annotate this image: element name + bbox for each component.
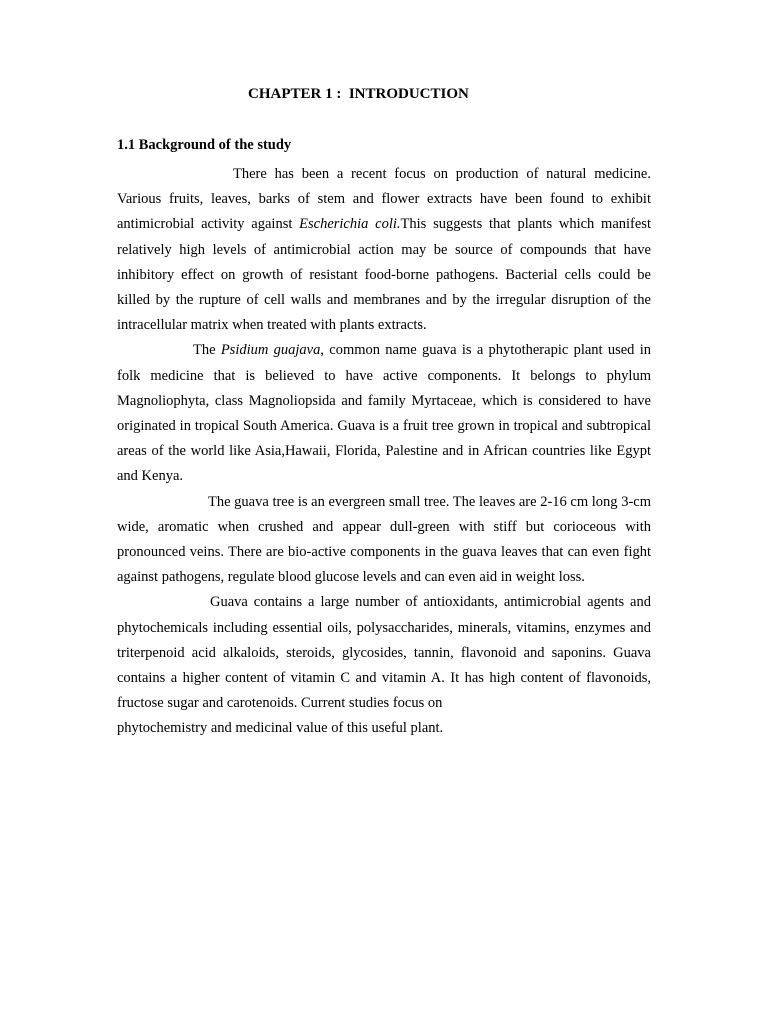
- paragraph-4: Guava contains a large number of antioxidants, antimicrobial agents and phytochemicals including essential oils, polysaccharides, minerals, vitamins, enzymes and triterpenoid acid alkaloids, steroids, glycosides, tannin, flavonoid and saponins. Guava contains a higher content of vitamin C and vitamin A. It has high content of flavonoids, fructose sugar and carotenoids. Current studies focus on: [117, 594, 651, 712]
- paragraph-2: [117, 338, 651, 489]
- paragraph-2-species-name: Psidium guajava: [220, 342, 321, 359]
- paragraph-1-text-a: There has been a recent focus on production of natural medicine. Various fruits, leaves, barks of stem and flower extracts have been found to exhibit antimicrobial activity against: [117, 166, 651, 233]
- paragraph-3: The guava tree is an evergreen small tree. The leaves are 2-16 cm long 3-cm wide, aromatic when crushed and appear dull-green with stiff but corioceous with pronounced veins. There are bio-active components in the guava leaves that can even fight against pathogens, regulate blood glucose levels and can even aid in weight loss.: [117, 493, 651, 586]
- paragraph-1: [117, 162, 651, 338]
- paragraph-2-text-b: , common name guava is a phytotherapic plant used in folk medicine that is believed to have active components. It belongs to phylum Magnoliophyta, class Magnoliopsida and family Myrtaceae, which is considered to have originated in tropical South America. Guava is a fruit tree grown in tropical and subtropical areas of the world like Asia,Hawaii, Florida, Palestine and in African countries like Egypt and Kenya.: [117, 342, 651, 485]
- paragraph-1-species-name: Escherichia coli.: [299, 216, 401, 233]
- paragraph-2-text-a: The: [193, 342, 221, 359]
- chapter-title: CHAPTER 1 : INTRODUCTION: [248, 86, 469, 102]
- section-heading: 1.1 Background of the study: [117, 137, 292, 153]
- paragraph-5: phytochemistry and medicinal value of this useful plant.: [117, 720, 444, 737]
- paragraph-1-text-b: This suggests that plants which manifest relatively high levels of antimicrobial action may be source of compounds that have inhibitory effect on growth of resistant food-borne pathogens. Bacterial cells could be killed by the rupture of cell walls and membranes and by the irregular disruption of the intracellular matrix when treated with plants extracts.: [117, 216, 651, 334]
- body-text: [117, 162, 651, 742]
